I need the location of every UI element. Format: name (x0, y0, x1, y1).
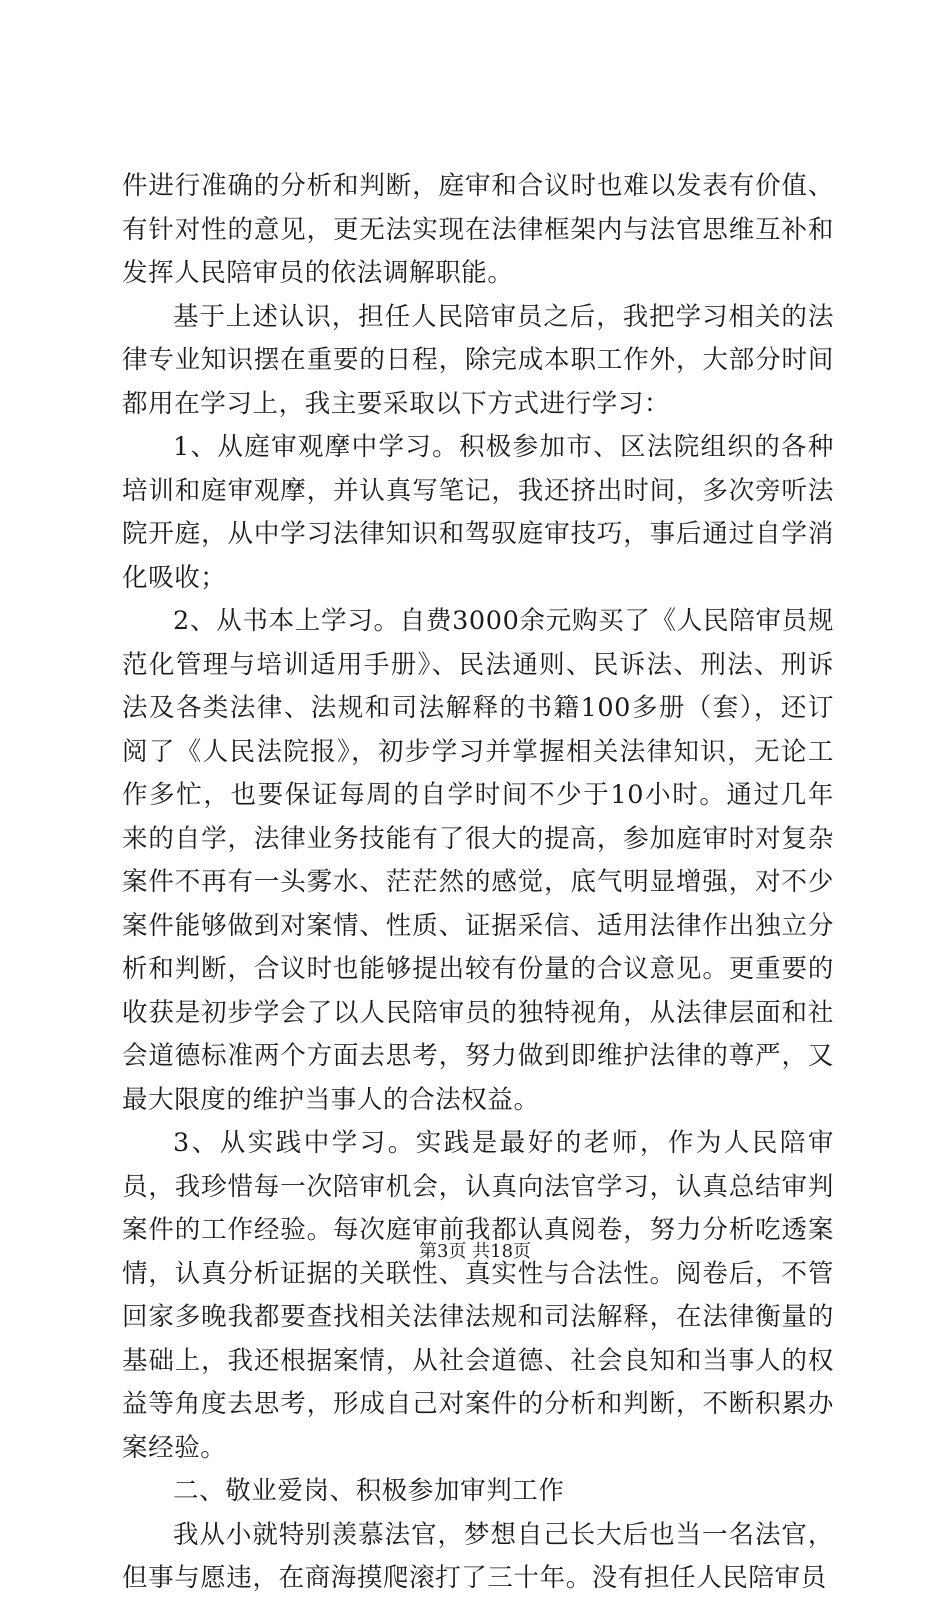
paragraph-practice-study: 3、从实践中学习。实践是最好的老师，作为人民陪审员，我珍惜每一次陪审机会，认真向法官学习，认真总结审判案件的工作经验。每次庭审前我都认真阅卷，努力分析吃透案情，认真分析证据的关联性、真实性与合法性。阅卷后，不管回家多晚我都要查找相关法律法规和司法解释，在法律衡量的基础上，我还根据案情，从社会道德、社会良知和当事人的权益等角度去思考，形成自己对案件的分析和判断，不断积累办案经验。 (122, 1128, 834, 1463)
paragraph-book-study: 2、从书本上学习。自费3000余元购买了《人民陪审员规范化管理与培训适用手册》、民法通则、民诉法、刑法、刑诉法及各类法律、法规和司法解释的书籍100多册（套），还订阅了《人民法院报》，初步学习并掌握相关法律知识，无论工作多忙，也要保证每周的自学时间不少于10小时。通过几年来的自学，法律业务技能有了很大的提高，参加庭审时对复杂案件不再有一头雾水、茫茫然的感觉，底气明显增强，对不少案件能够做到对案情、性质、证据采信、适用法律作出独立分析和判断，合议时也能够提出较有份量的合议意见。更重要的收获是初步学会了以人民陪审员的独特视角，从法律层面和社会道德标准两个方面去思考，努力做到即维护法律的尊严，又最大限度的维护当事人的合法权益。 (122, 606, 834, 1115)
document-body (122, 165, 834, 1601)
paragraph-continuation: 件进行准确的分析和判断，庭审和合议时也难以发表有价值、有针对性的意见，更无法实现在法律框架内与法官思维互补和发挥人民陪审员的依法调解职能。 (122, 171, 834, 288)
section-heading: 二、敬业爱岗、积极参加审判工作 (173, 1476, 565, 1506)
page-number-footer: 第3页 共18页 (418, 1241, 532, 1262)
paragraph-trial-observation: 1、从庭审观摩中学习。积极参加市、区法院组织的各种培训和庭审观摩，并认真写笔记，我还挤出时间，多次旁听法院开庭，从中学习法律知识和驾驭庭审技巧，事后通过自学消化吸收； (122, 432, 834, 593)
paragraph-study-intro: 基于上述认识，担任人民陪审员之后，我把学习相关的法律专业知识摆在重要的日程，除完成本职工作外，大部分时间都用在学习上，我主要采取以下方式进行学习： (122, 301, 834, 419)
paragraph-dream-judge: 我从小就特别羡慕法官，梦想自己长大后也当一名法官，但事与愿违，在商海摸爬滚打了三十年。没有担任人民陪审员 (122, 1519, 834, 1593)
